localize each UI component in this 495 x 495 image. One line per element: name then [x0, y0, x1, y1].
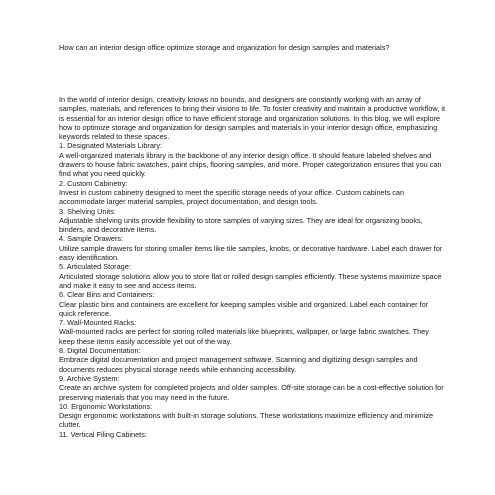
section-body: Clear plastic bins and containers are excellent for keeping samples visible and organized. Label each container for quick reference. [59, 299, 429, 318]
section-body: Articulated storage solutions allow you to store flat or rolled design samples efficiently. These systems maximize space and make it easy to see and access items. [59, 271, 442, 290]
section-heading: 5. Articulated Storage: [59, 262, 131, 272]
section-heading: 11. Vertical Filing Cabinets: [59, 429, 147, 439]
section-heading: 9. Archive System: [59, 373, 120, 383]
document-body [59, 95, 445, 439]
section-body: Wall-mounted racks are perfect for storing rolled materials like blueprints, wallpaper, or large fabric swatches. They keep these items easily accessible yet out of the way. [59, 327, 429, 346]
section-body: Utilize sample drawers for storing smaller items like tile samples, knobs, or decorative hardware. Label each drawer for easy identification. [59, 243, 443, 263]
section-body: Create an archive system for completed projects and older samples. Off-site storage can be a cost-effective solution for preserving materials that you may need in the future. [59, 383, 444, 402]
section-heading: 1. Designated Materials Library: [59, 141, 163, 151]
section-body: Design ergonomic workstations with built-in storage solutions. These workstations maximize efficiency and minimize clutter. [59, 411, 434, 430]
section-heading: 4. Sample Drawers: [59, 234, 124, 244]
section-heading: 7. Wall-Mounted Racks: [59, 318, 137, 328]
section-body: Adjustable shelving units provide flexibility to store samples of varying sizes. They are ideal for organizing books, binders, and decorative items. [59, 215, 423, 235]
intro-paragraph: In the world of interior design, creativity knows no bounds, and designers are constantly working with an array of samples, materials, and references to bring their visions to life. To foster creativity and maintain a productive workflow, it is essential for an interior design office to have efficient storage and organization solutions. In this blog, we will explore how to optimize storage and organization for design samples and materials in your interior design office, emphasizing keywords related to these spaces. [59, 95, 445, 142]
section-body: Invest in custom cabinetry designed to meet the specific storage needs of your office. Custom cabinets can accommodate larger material samples, project documentation, and design tools. [59, 187, 405, 207]
section-heading: 10. Ergonomic Workstations: [59, 401, 153, 411]
section-heading: 2. Custom Cabinetry: [59, 178, 128, 188]
section-body: Embrace digital documentation and project management software. Scanning and digitizing design samples and documents reduces physical storage needs while enhancing accessibility. [59, 355, 418, 374]
section-heading: 8. Digital Documentation: [59, 346, 141, 356]
document-question: How can an interior design office optimize storage and organization for design samples and materials? [59, 43, 390, 52]
section-body: A well-organized materials library is the backbone of any interior design office. It should feature labeled shelves and drawers to house fabric swatches, paint chips, flooring samples, and more. Proper categorization ensures that you can find what you need quickly. [59, 150, 442, 179]
section-heading: 6. Clear Bins and Containers: [59, 290, 155, 300]
section-heading: 3. Shelving Units: [59, 206, 116, 216]
